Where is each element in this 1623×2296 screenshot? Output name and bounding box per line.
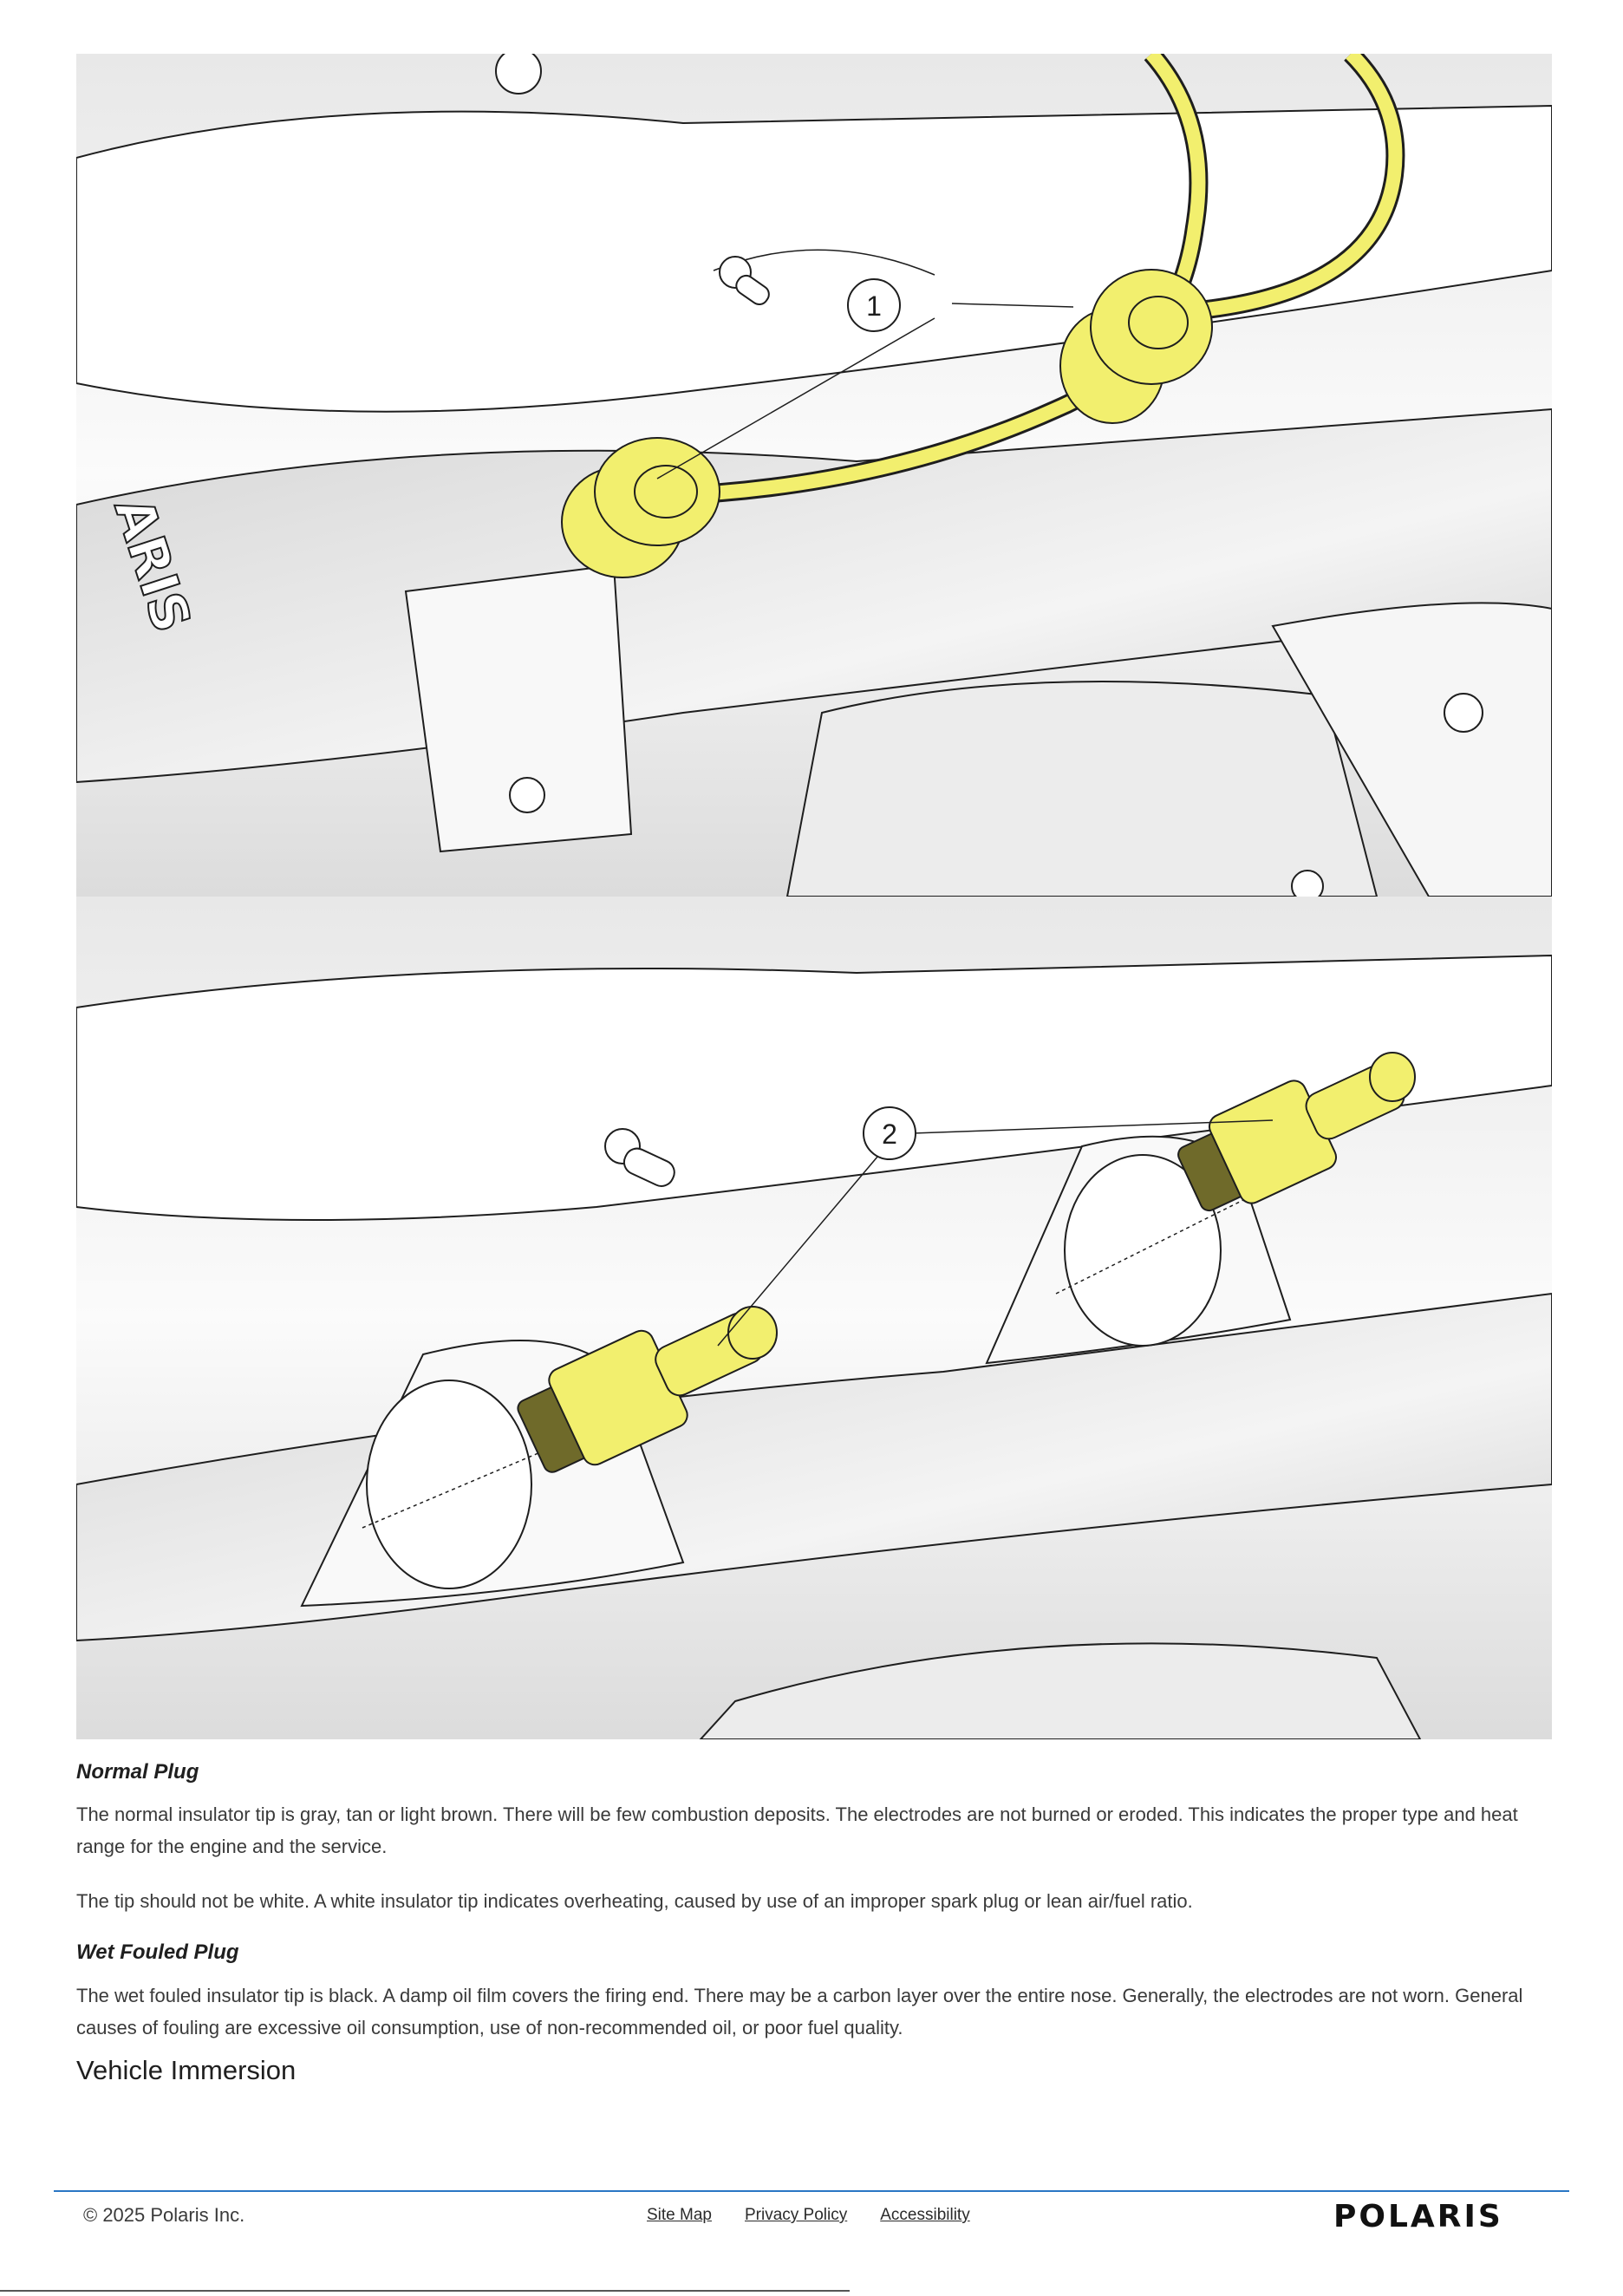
normal-plug-heading: Normal Plug <box>76 1760 199 1784</box>
polaris-logo[interactable] <box>1333 2201 1542 2234</box>
spark-plug-illustration <box>76 54 1552 1739</box>
engine-diagram <box>76 54 1552 1739</box>
next-topic-title: Vehicle Immersion <box>76 2055 297 2085</box>
callout-1-label: 1 <box>866 290 882 322</box>
svg-text:POLARIS: POLARIS <box>1333 2201 1503 2230</box>
wet-fouled-plug-heading: Wet Fouled Plug <box>76 1941 239 1964</box>
footer-divider <box>54 2190 1569 2192</box>
normal-plug-paragraph-1: The normal insulator tip is gray, tan or light brown. There will be few combustion deposits. The electrodes are not burned or eroded. This indicates the proper type and heat range for the engine and the service. <box>76 1804 1518 1857</box>
copyright-text: © 2025 Polaris Inc. <box>83 2204 245 2226</box>
polaris-wordmark <box>1333 2201 1542 2230</box>
normal-plug-section <box>76 1760 1552 1784</box>
wet-fouled-plug-section <box>76 1941 1552 1965</box>
privacy-policy-link[interactable]: Privacy Policy <box>744 2206 848 2224</box>
page-bottom-rule <box>0 2290 850 2292</box>
footer-links <box>647 2206 970 2225</box>
block-logo: ARIS <box>101 490 203 640</box>
normal-plug-paragraph-2: The tip should not be white. A white insulator tip indicates overheating, caused by use of an improper spark plug or lean air/fuel ratio. <box>76 1890 1193 1912</box>
accessibility-link[interactable]: Accessibility <box>880 2206 970 2224</box>
lower-panel <box>76 897 1552 1739</box>
wet-fouled-plug-paragraph: The wet fouled insulator tip is black. A damp oil film covers the firing end. There may be a carbon layer over the entire nose. Generally, the electrodes are not worn. General causes of fouling are excessive oil consumption, use of non-recommended oil, or poor fuel quality. <box>76 1985 1523 2038</box>
upper-panel <box>76 54 1552 902</box>
site-map-link[interactable]: Site Map <box>647 2206 712 2224</box>
callout-2-label: 2 <box>882 1119 897 1150</box>
